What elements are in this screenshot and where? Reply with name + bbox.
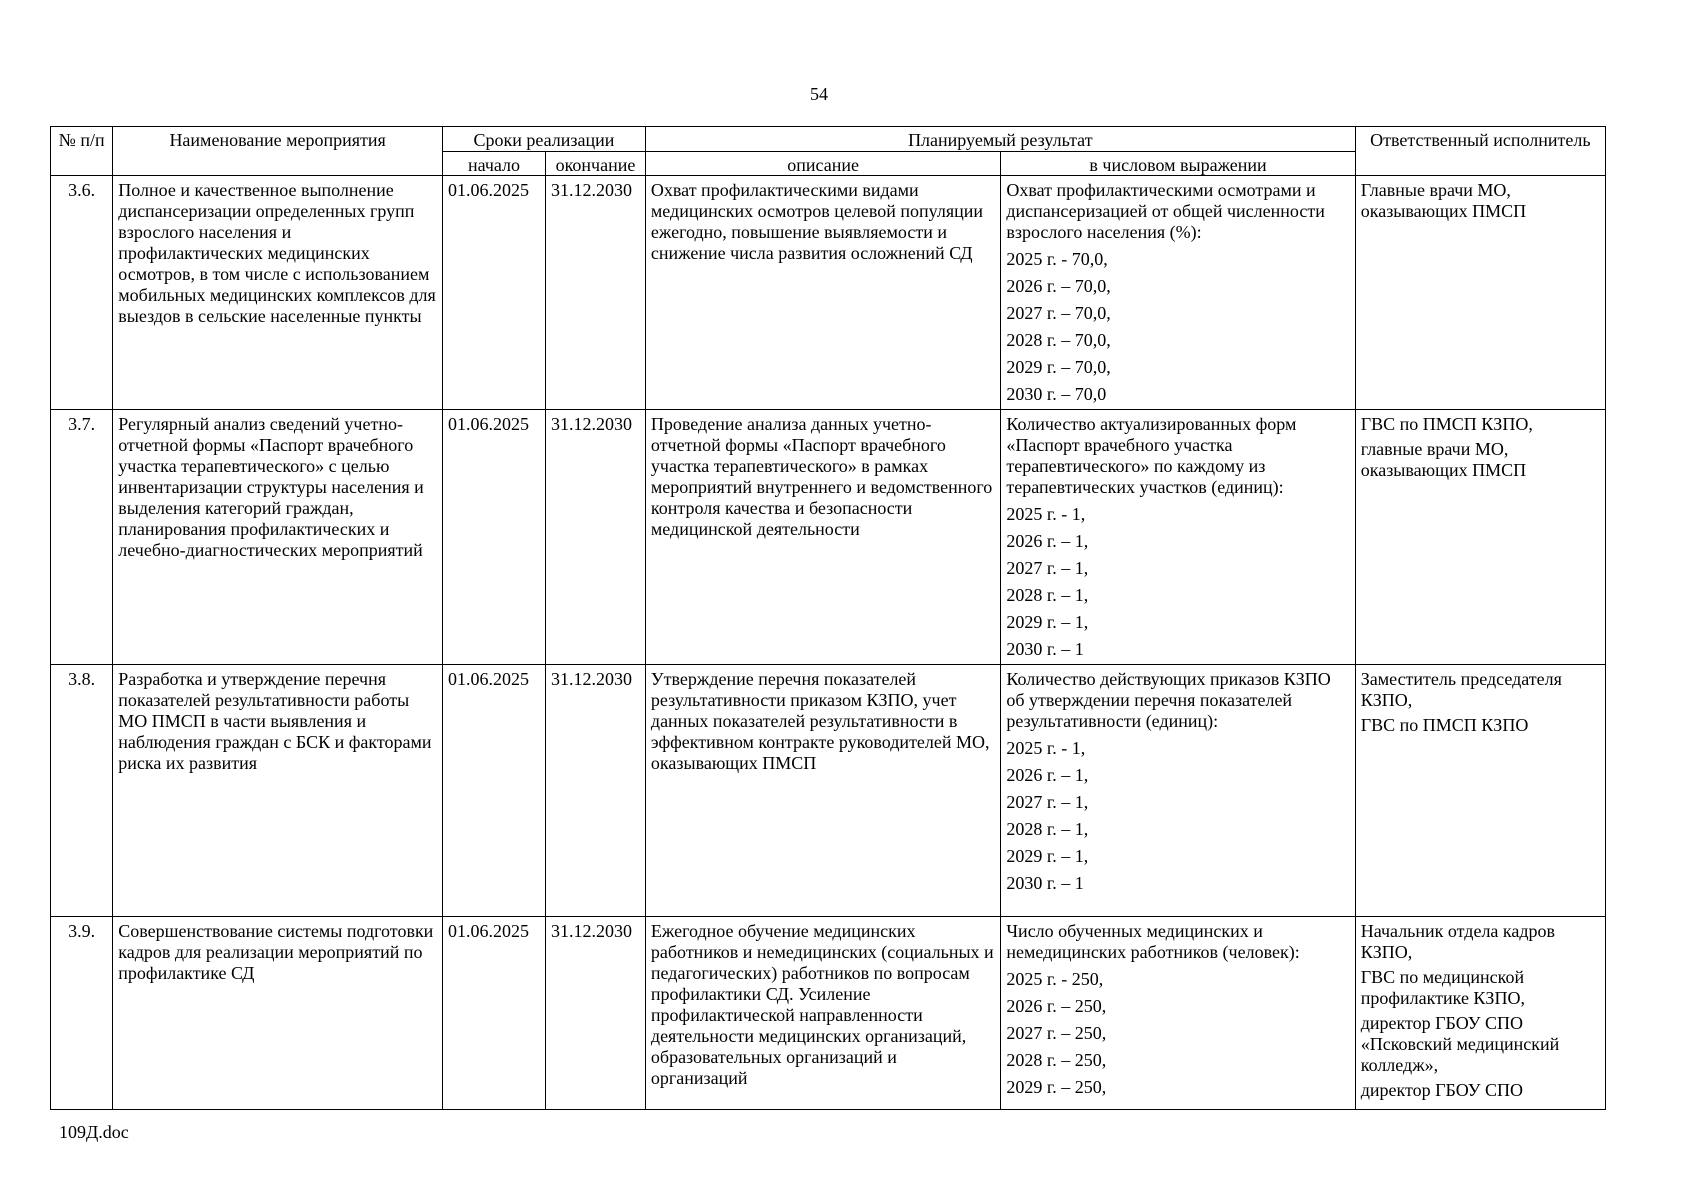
numeric-value: 2026 г. – 1,: [1006, 765, 1089, 785]
plan-table: [50, 126, 1606, 1110]
responsible-executor: [1355, 917, 1605, 1110]
row-number: 3.8.: [51, 665, 113, 917]
numeric-value: 2027 г. – 250,: [1006, 1023, 1107, 1043]
activity-name: Полное и качественное выполнение диспансеризации определенных групп взрослого населения и профилактических медицинских осмотров, в том числе с использованием мобильных медицинских комплексов для выездов в сельские населенные пункты: [113, 176, 443, 410]
activity-name: Разработка и утверждение перечня показателей результативности работы МО ПМСП в части выявления и наблюдения граждан с БСК и факторами риска их развития: [113, 665, 443, 917]
numeric-value: 2026 г. – 250,: [1006, 996, 1107, 1016]
numeric-value: 2025 г. - 1,: [1006, 504, 1086, 524]
result-description: Проведение анализа данных учетно-отчетной формы «Паспорт врачебного участка терапевтического» в рамках мероприятий внутреннего и ведомственного контроля качества и безопасности медицинской деятельности: [645, 410, 1000, 665]
header-description: описание: [645, 152, 1000, 176]
numeric-value: 2026 г. – 1,: [1006, 531, 1089, 551]
end-date: 31.12.2030: [546, 176, 646, 410]
responsible-executor: [1355, 665, 1605, 917]
numeric-value: 2027 г. – 70,0,: [1006, 303, 1111, 323]
numeric-value: 2030 г. – 1: [1006, 873, 1084, 893]
executor-line: ГВС по ПМСП КЗПО: [1360, 715, 1529, 735]
header-row: [51, 127, 1606, 152]
numeric-value: 2027 г. – 1,: [1006, 792, 1089, 812]
executor-line: главные врачи МО, оказывающих ПМСП: [1360, 439, 1527, 480]
result-numeric: [1001, 665, 1355, 917]
result-numeric: [1001, 917, 1355, 1110]
start-date: 01.06.2025: [442, 176, 545, 410]
result-numeric: [1001, 176, 1355, 410]
result-description: Охват профилактическими видами медицинских осмотров целевой популяции ежегодно, повышение выявляемости и снижение числа развития осложнений СД: [645, 176, 1000, 410]
end-date: 31.12.2030: [546, 410, 646, 665]
numeric-value: 2029 г. – 1,: [1006, 612, 1089, 632]
executor-line: Начальник отдела кадров КЗПО,: [1360, 921, 1556, 962]
executor-line: ГВС по медицинской профилактике КЗПО,: [1360, 967, 1525, 1008]
numeric-value: 2029 г. – 250,: [1006, 1077, 1107, 1097]
page-number: 54: [810, 84, 828, 104]
table-row: [51, 176, 1606, 410]
table-row: [51, 917, 1606, 1110]
responsible-executor: [1355, 410, 1605, 665]
result-numeric: [1001, 410, 1355, 665]
executor-line: директор ГБОУ СПО: [1360, 1080, 1524, 1100]
numeric-title: Охват профилактическими осмотрами и диспансеризацией от общей численности взрослого населения (%):: [1006, 180, 1325, 242]
header-executor: Ответственный исполнитель: [1355, 127, 1605, 176]
numeric-value: 2028 г. – 250,: [1006, 1050, 1107, 1070]
row-number: 3.9.: [51, 917, 113, 1110]
numeric-value: 2029 г. – 70,0,: [1006, 357, 1111, 377]
document-filename: 109Д.doc: [59, 1122, 129, 1142]
executor-line: Главные врачи МО, оказывающих ПМСП: [1360, 180, 1527, 221]
numeric-value: 2028 г. – 1,: [1006, 819, 1089, 839]
end-date: 31.12.2030: [546, 665, 646, 917]
start-date: 01.06.2025: [442, 917, 545, 1110]
start-date: 01.06.2025: [442, 410, 545, 665]
header-num: № п/п: [51, 127, 113, 176]
header-start: начало: [442, 152, 545, 176]
numeric-value: 2028 г. – 70,0,: [1006, 330, 1111, 350]
activity-name: Регулярный анализ сведений учетно-отчетной формы «Паспорт врачебного участка терапевтического» с целью инвентаризации структуры населения и выделения категорий граждан, планирования профилактических и лечебно-диагностических мероприятий: [113, 410, 443, 665]
numeric-value: 2029 г. – 1,: [1006, 846, 1089, 866]
header-end: окончание: [546, 152, 646, 176]
numeric-value: 2026 г. – 70,0,: [1006, 276, 1111, 296]
numeric-value: 2027 г. – 1,: [1006, 558, 1089, 578]
numeric-value: 2025 г. - 70,0,: [1006, 249, 1108, 269]
executor-line: ГВС по ПМСП КЗПО,: [1360, 414, 1533, 434]
row-number: 3.6.: [51, 176, 113, 410]
numeric-value: 2030 г. – 70,0: [1006, 384, 1107, 404]
table-row: [51, 665, 1606, 917]
header-terms: Сроки реализации: [442, 127, 645, 152]
table-row: [51, 410, 1606, 665]
executor-line: Заместитель председателя КЗПО,: [1360, 669, 1562, 710]
numeric-value: 2025 г. - 1,: [1006, 738, 1086, 758]
result-description: Ежегодное обучение медицинских работников и немедицинских (социальных и педагогических) работников по вопросам профилактики СД. Усиление профилактической направленности деятельности медицинских организаций, образовательных организаций и организаций: [645, 917, 1000, 1110]
header-numeric: в числовом выражении: [1001, 152, 1355, 176]
row-number: 3.7.: [51, 410, 113, 665]
numeric-title: Число обученных медицинских и немедицинских работников (человек):: [1006, 921, 1300, 962]
activity-name: Совершенствование системы подготовки кадров для реализации мероприятий по профилактике СД: [113, 917, 443, 1110]
header-result: Планируемый результат: [645, 127, 1355, 152]
executor-line: директор ГБОУ СПО «Псковский медицинский колледж»,: [1360, 1013, 1560, 1075]
numeric-title: Количество действующих приказов КЗПО об утверждении перечня показателей результативности (единиц):: [1006, 669, 1331, 731]
result-description: Утверждение перечня показателей результативности приказом КЗПО, учет данных показателей результативности в эффективном контракте руководителей МО, оказывающих ПМСП: [645, 665, 1000, 917]
numeric-title: Количество актуализированных форм «Паспорт врачебного участка терапевтического» по каждому из терапевтических участков (единиц):: [1006, 414, 1297, 497]
numeric-value: 2028 г. – 1,: [1006, 585, 1089, 605]
numeric-value: 2025 г. - 250,: [1006, 969, 1104, 989]
end-date: 31.12.2030: [546, 917, 646, 1110]
numeric-value: 2030 г. – 1: [1006, 639, 1084, 659]
start-date: 01.06.2025: [442, 665, 545, 917]
header-name: Наименование мероприятия: [113, 127, 443, 176]
responsible-executor: [1355, 176, 1605, 410]
